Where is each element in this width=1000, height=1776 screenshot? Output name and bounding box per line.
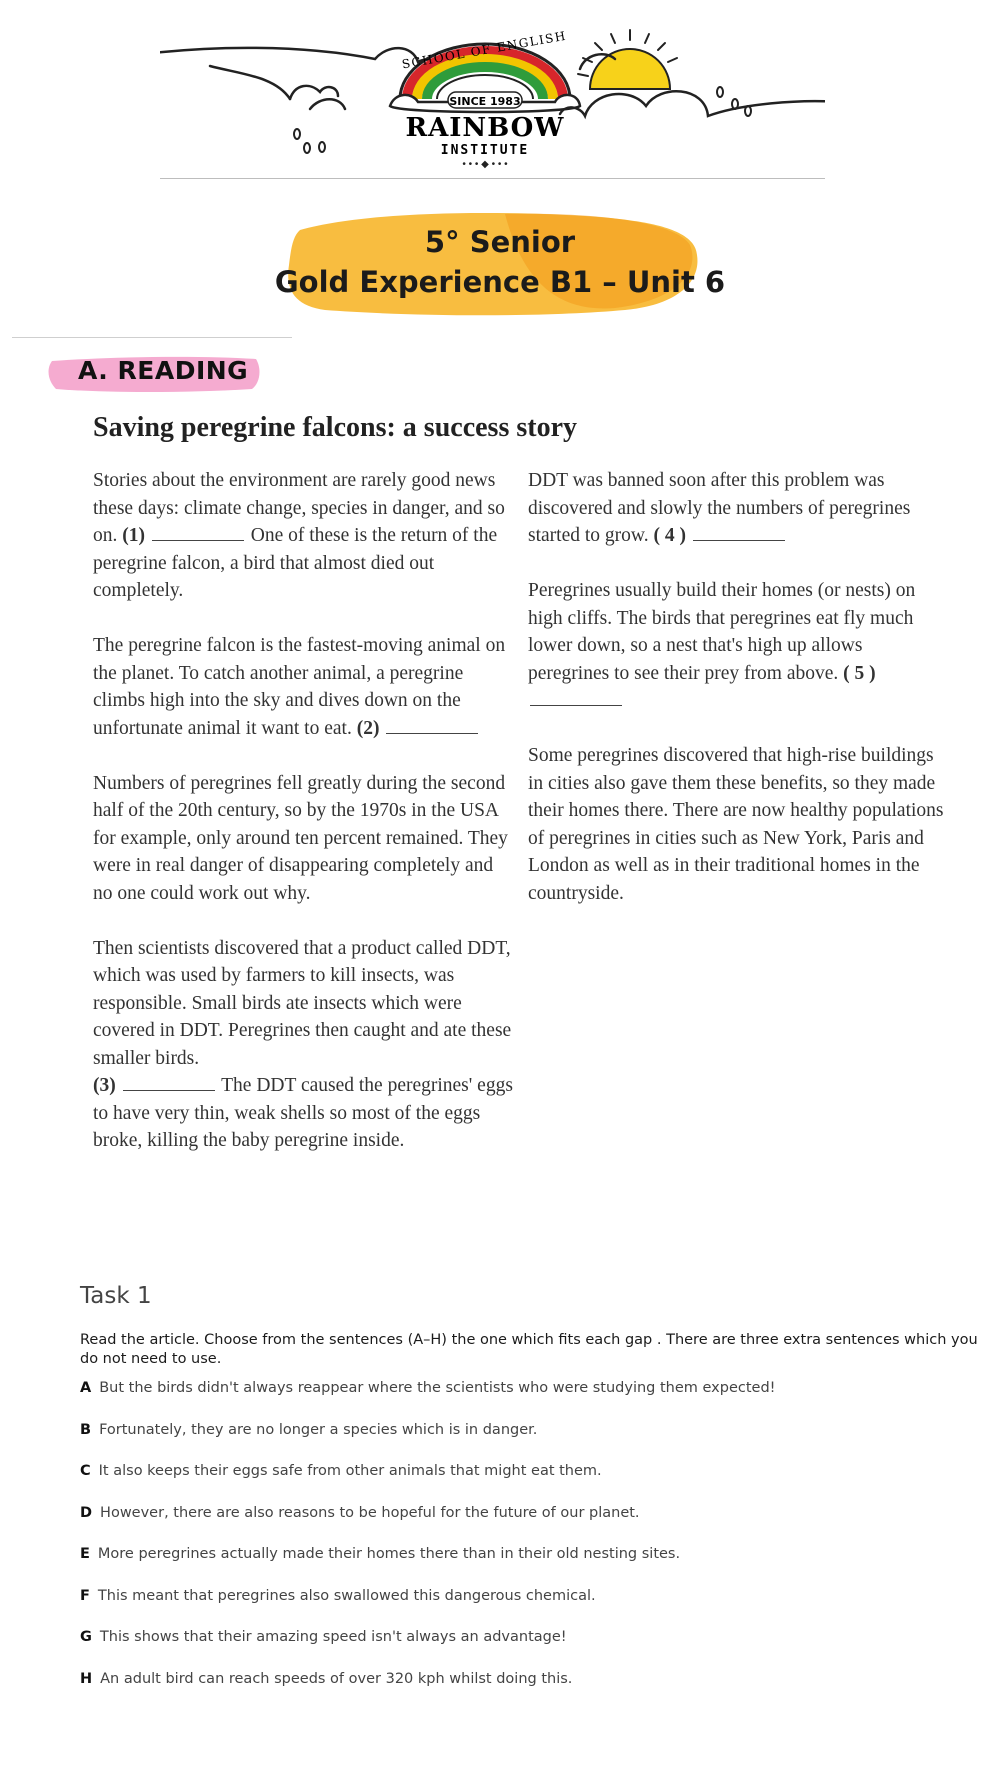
option-letter: F — [80, 1587, 90, 1604]
option-text: Fortunately, they are no longer a species which is in danger. — [99, 1421, 538, 1438]
gap-blank[interactable] — [123, 1076, 215, 1091]
option-text: It also keeps their eggs safe from other animals that might eat them. — [98, 1463, 602, 1479]
option-letter: B — [80, 1421, 92, 1438]
header-banner — [160, 14, 825, 179]
title-line-course: Gold Experience B1 – Unit 6 — [274, 265, 726, 299]
rain-drops-icon — [294, 129, 325, 153]
option-a — [80, 1378, 980, 1420]
task-title: Task 1 — [80, 1283, 152, 1309]
page-title — [260, 222, 740, 302]
article-right-column — [528, 467, 948, 935]
option-letter: E — [80, 1546, 90, 1562]
option-f — [80, 1586, 980, 1628]
option-letter: H — [80, 1670, 93, 1687]
gap-blank[interactable] — [530, 691, 622, 706]
article-title: Saving peregrine falcons: a success story — [93, 412, 577, 443]
paragraph: Peregrines usually build their homes (or nests) on high cliffs. The birds that peregrines eat fly much lower down, so a nest that's high up allows peregrines to see their prey from above. ( 5 ) — [528, 577, 948, 715]
paragraph: Some peregrines discovered that high-rise buildings in cities also gave them these benefits, so they made their homes there. There are now healthy populations of peregrines in cities such as New York, Paris and London as well as in their traditional homes in the countryside. — [528, 745, 944, 904]
option-b — [80, 1420, 980, 1462]
logo-since-text: SINCE 1983 — [449, 95, 521, 108]
option-e — [80, 1544, 980, 1586]
paragraph: Then scientists discovered that a product called DDT, which was used by farmers to kill insects, was responsible. Small birds ate insects which were covered in DDT. Peregrines then caught and ate these smaller birds. (3) The DDT caused the peregrines' eggs to have very thin, weak shells so most of the eggs broke, killing the baby peregrine inside. — [93, 937, 513, 1151]
option-g — [80, 1627, 980, 1669]
gap-number: (2) — [356, 717, 380, 739]
option-text: An adult bird can reach speeds of over 320 kph whilst doing this. — [100, 1670, 573, 1687]
article-left-column — [93, 467, 513, 1182]
option-letter: D — [80, 1504, 93, 1521]
option-letter: G — [80, 1629, 92, 1645]
option-text: But the birds didn't always reappear where the scientists who were studying them expected! — [99, 1380, 776, 1396]
section-label: A. READING — [78, 356, 249, 385]
paragraph: The peregrine falcon is the fastest-moving animal on the planet. To catch another animal, a peregrine climbs high into the sky and dives down on the unfortunate animal it want to eat. (2) — [93, 635, 506, 739]
option-h — [80, 1669, 980, 1711]
option-c — [80, 1461, 980, 1503]
gap-number: (3) — [93, 1075, 116, 1096]
logo-top-text: SCHOOL OF ENGLISH — [400, 28, 568, 72]
sun-icon — [578, 30, 677, 89]
paragraph: DDT was banned soon after this problem was discovered and slowly the numbers of peregrines started to grow. ( 4 ) — [528, 470, 911, 546]
gap-blank[interactable] — [152, 526, 244, 541]
gap-number: (1) — [122, 525, 145, 546]
option-text: However, there are also reasons to be hopeful for the future of our planet. — [100, 1504, 640, 1521]
logo-institute-text: INSTITUTE — [440, 143, 530, 158]
svg-text:• • • ◆ • • •: • • • ◆ • • • — [462, 159, 508, 170]
title-line-grade: 5° Senior — [424, 225, 576, 259]
option-letter: C — [80, 1463, 91, 1479]
options-list — [80, 1378, 980, 1710]
task-instructions: Read the article. Choose from the sentences (A–H) the one which fits each gap . There are three extra sentences which you do not need to use. — [80, 1332, 978, 1367]
gap-blank[interactable] — [693, 526, 785, 541]
option-letter: A — [80, 1380, 92, 1396]
option-text: This shows that their amazing speed isn't always an advantage! — [99, 1629, 567, 1645]
gap-number: ( 4 ) — [653, 525, 686, 546]
paragraph: Stories about the environment are rarely good news these days: climate change, species in danger, and so on. (1) One of these is the return of the peregrine falcon, a bird that almost died out completely. — [93, 470, 505, 601]
gap-number: ( 5 ) — [843, 662, 876, 684]
divider — [12, 337, 292, 338]
gap-blank[interactable] — [386, 719, 478, 734]
logo-name-text: RAINBOW — [405, 113, 565, 143]
option-text: This meant that peregrines also swallowed this dangerous chemical. — [97, 1587, 596, 1604]
option-d — [80, 1503, 980, 1545]
paragraph: Numbers of peregrines fell greatly during the second half of the 20th century, so by the 1970s in the USA for example, only around ten percent remained. They were in real danger of disappearing completely and no one could work out why. — [93, 772, 508, 904]
banner-illustration — [160, 14, 825, 178]
option-text: More peregrines actually made their homes there than in their old nesting sites. — [97, 1546, 681, 1562]
